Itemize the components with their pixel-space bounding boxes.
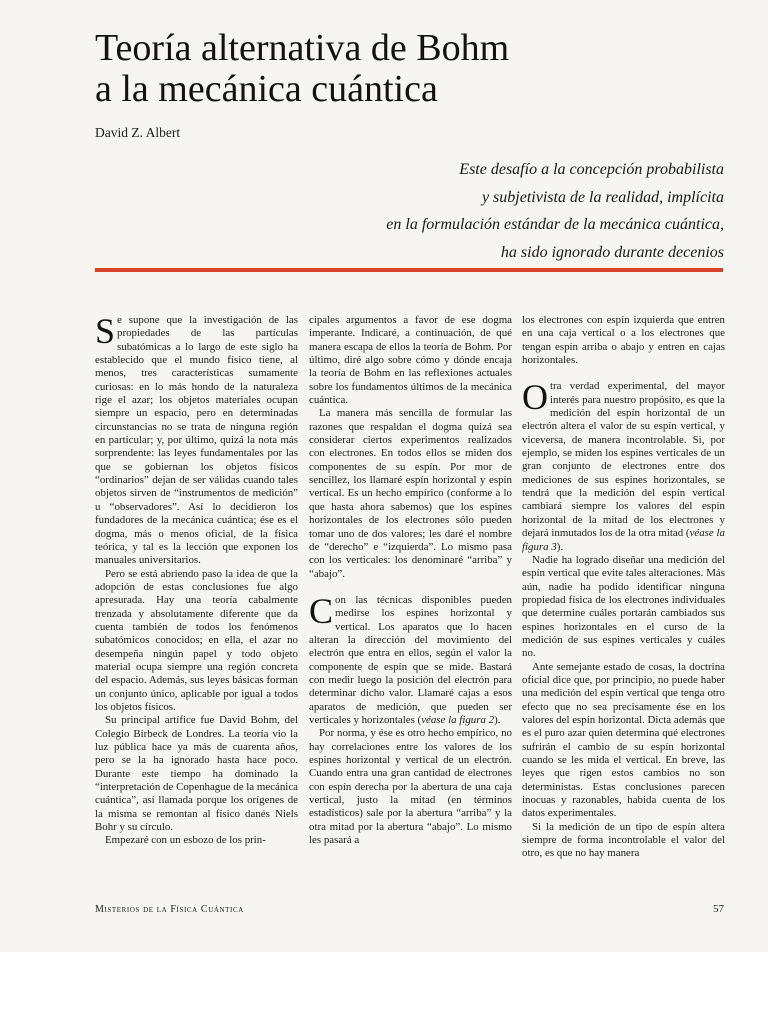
paragraph: cipales argumentos a favor de ese dogma imperante. Indicaré, a continuación, de qué manera escapa de ellos la teoría de Bohm. Por último, diré algo sobre cómo y dónde encaja la teoría de Bohm en las reflexiones actuales sobre los fundamentos últimos de la mecánica cuántica. <box>309 314 512 407</box>
body-column-1 <box>95 311 298 848</box>
paragraph: La manera más sencilla de formular las razones que respaldan el dogma quizá sea considerar ciertos experimentos realizados con electrones. En todos ellos se miden dos componentes de su espín. Por mor de sencillez, los llamaré espín horizontal y espín vertical. Es un hecho empírico (conforme a lo que hasta ahora sabemos) que los espines horizontales de los electrones sólo pueden tomar uno de dos valores; les daré el nombre de “derecho” e “izquierda”. Lo mismo pasa con los verticales: los denominaré “arriba” y “abajo”. <box>309 407 512 580</box>
paragraph: Pero se está abriendo paso la idea de que la adopción de estas conclusiones fue algo apresurada. Hay una teoría cabalmente trenzada y absolutamente diferente que da cuenta también de todos los fenómenos subatómicos conocidos; en ella, el azar no desempeña ningún papel y todo objeto material ocupa siempre una región concreta del espacio. Además, sus leyes básicas forman un conjunto único, aplicable por igual a todos los objetos físicos. <box>95 567 298 713</box>
paragraph: Ante semejante estado de cosas, la doctrina oficial dice que, por principio, no puede haber una medición del espín vertical que tenga otro efecto que no sea precisamente ése en los valores del espín horizontal. Dicta además que es el puro azar quien determina qué electrones sufrirán el cambio de su espín horizontal cuando se les mida el vertical. En breve, las leyes que rigen estos cambios no son deterministas. Estas conclusiones parecen inocuas y razonables, habida cuenta de los datos experimentales. <box>522 660 725 820</box>
title-line-2: a la mecánica cuántica <box>95 68 438 110</box>
author-byline: David Z. Albert <box>95 125 181 140</box>
body-column-2 <box>309 314 512 847</box>
article-title <box>95 28 655 110</box>
footer-section-title: Misterios de la Física Cuántica <box>95 904 244 915</box>
paragraph: Si la medición de un tipo de espín altera siempre de forma incontrolable el valor del otro, es que no hay manera <box>522 820 725 860</box>
paragraph: los electrones con espín izquierda que entren en una caja vertical o a los electrones que tengan espín arriba o abajo y entren en cajas horizontales. <box>522 314 725 367</box>
figure-reference: véase la figura 3 <box>522 527 725 553</box>
paragraph: Por norma, y ése es otro hecho empírico, no hay correlaciones entre los valores de los espines horizontal y vertical de un electrón. Cuando entra una gran cantidad de electrones con espín derecha por la abertura de una caja vertical, justo la mitad (en términos estadísticos) sale por la abertura “arriba” y la otra mitad por la abertura “abajo”. Lo mismo les pasará a <box>309 727 512 847</box>
drop-cap: S <box>95 311 116 351</box>
title-divider-rule <box>95 268 723 272</box>
page-number: 57 <box>713 903 724 915</box>
figure-reference: véase la figura 2 <box>421 713 495 726</box>
paragraph: Se supone que la investigación de las propiedades de las partículas subatómicas a lo largo de este siglo ha establecido que el mundo físico tiene, al menos, tres características sumamente curiosas: en lo más hondo de la naturaleza rige el azar; los objetos materiales ocupan siempre un espacio, pero en determinadas circunstancias no se trata de ninguna región en particular; y, por último, quizá la nota más sorprendente: las leyes fundamentales por las que se gobiernan los objetos físicos “ordinarios” dejan de ser válidas cuando tales objetos sirven de “instrumentos de medición” u “observadores”. Así lo decidieron los fundadores de la mecánica cuántica; ése es el dogma, más o menos oficial, de la física teórica, y tal es la lección que exponen los manuales universitarios. <box>95 311 298 567</box>
title-line-1: Teoría alternativa de Bohm <box>95 27 510 69</box>
drop-cap: O <box>522 377 548 418</box>
article-deck <box>254 156 724 266</box>
paragraph: Su principal artífice fue David Bohm, del Colegio Birbeck de Londres. La teoría vio la luz pública hace ya más de cuarenta años, pero se la ha ignorado hasta hace poco. Durante este tiempo ha dominado la “interpretación de Copenhague de la mecánica cuántica”, así llamada porque los orígenes de la misma se remontan al físico danés Niels Bohr y su círculo. <box>95 714 298 834</box>
deck-line-4: ha sido ignorado durante decenios <box>500 243 724 261</box>
paragraph: Con las técnicas disponibles pueden medirse los espines horizontal y vertical. Los aparatos que lo hacen alteran la dirección del movimiento del electrón que entra en ellos, según el valor la componente de espín que se mide. Bastará con medir luego la posición del electrón para determinar dicho valor. Llamaré cajas a esos aparatos de medición, que pueden ser verticales y horizontales (véase la figura 2). <box>309 590 512 726</box>
paragraph: Nadie ha logrado diseñar una medición del espín vertical que evite tales alteraciones. Más aún, nadie ha podido identificar ninguna propiedad física de los electrones individuales que determine cuáles portarán cambiados sus espines horizontales en el curso de la medición de sus espines verticales y cuáles no. <box>522 553 725 660</box>
paragraph: Otra verdad experimental, del mayor interés para nuestro propósito, es que la medición del espín horizontal de un electrón altera el valor de su espín vertical, y viceversa, de manera incontrolable. Si, por ejemplo, se miden los espines verticales de un gran conjunto de electrones entre dos mediciones de sus espines horizontales, se tendrá que la medición del espín vertical cambiará siempre los valores del espín horizontal de la mitad de los electrones y dejará inmutados los de la otra mitad (véase la figura 3). <box>522 377 725 553</box>
drop-cap: C <box>309 590 334 631</box>
paragraph: Empezaré con un esbozo de los prin- <box>105 834 266 847</box>
deck-line-1: Este desafío a la concepción probabilista <box>459 161 724 178</box>
deck-line-2: y subjetivista de la realidad, implícita <box>481 188 724 206</box>
deck-line-3: en la formulación estándar de la mecánica cuántica, <box>386 216 724 233</box>
body-column-3 <box>522 314 725 861</box>
